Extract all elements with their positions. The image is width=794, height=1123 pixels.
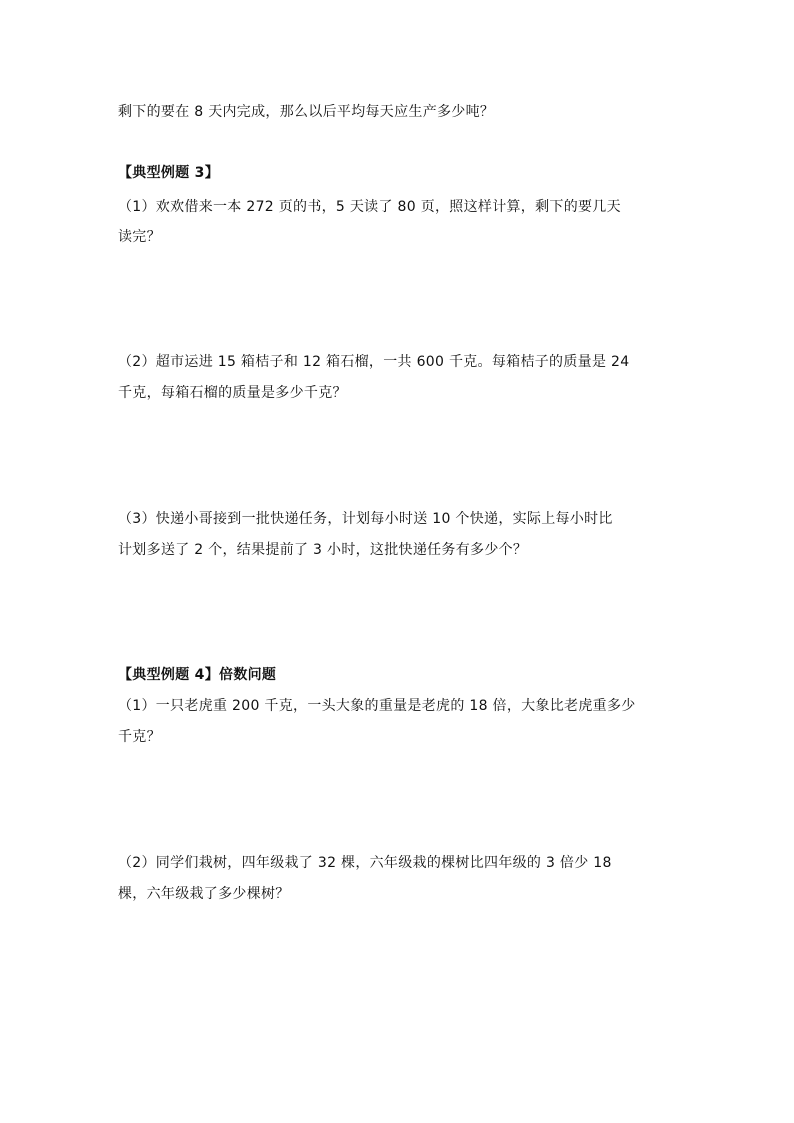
example-3-question-3-line-1: （3）快递小哥接到一批快递任务，计划每小时送 10 个快递，实际上每小时比 [118,511,613,527]
example-4-question-1-line-1: （1）一只老虎重 200 千克，一头大象的重量是老虎的 18 倍，大象比老虎重多少 [118,698,636,714]
example-3-question-1-line-2: 读完？ [118,229,161,245]
example-3-question-1-line-1: （1）欢欢借来一本 272 页的书，5 天读了 80 页，照这样计算，剩下的要几天 [118,199,621,215]
example-3-heading: 【典型例题 3】 [118,165,220,181]
example-4-heading: 【典型例题 4】倍数问题 [118,667,277,683]
example-4-question-1-line-2: 千克？ [118,729,161,745]
example-3-question-3-line-2: 计划多送了 2 个，结果提前了 3 小时，这批快递任务有多少个？ [118,542,528,558]
example-4-question-2-line-2: 棵，六年级栽了多少棵树？ [118,886,290,902]
example-3-question-2-line-2: 千克，每箱石榴的质量是多少千克？ [118,385,347,401]
example-3-question-2-line-1: （2）超市运进 15 箱桔子和 12 箱石榴，一共 600 千克。每箱桔子的质量是 24 [118,354,630,370]
intro-continuation-text: 剩下的要在 8 天内完成，那么以后平均每天应生产多少吨？ [118,104,495,120]
example-4-question-2-line-1: （2）同学们栽树，四年级栽了 32 棵，六年级栽的棵树比四年级的 3 倍少 18 [118,855,612,871]
